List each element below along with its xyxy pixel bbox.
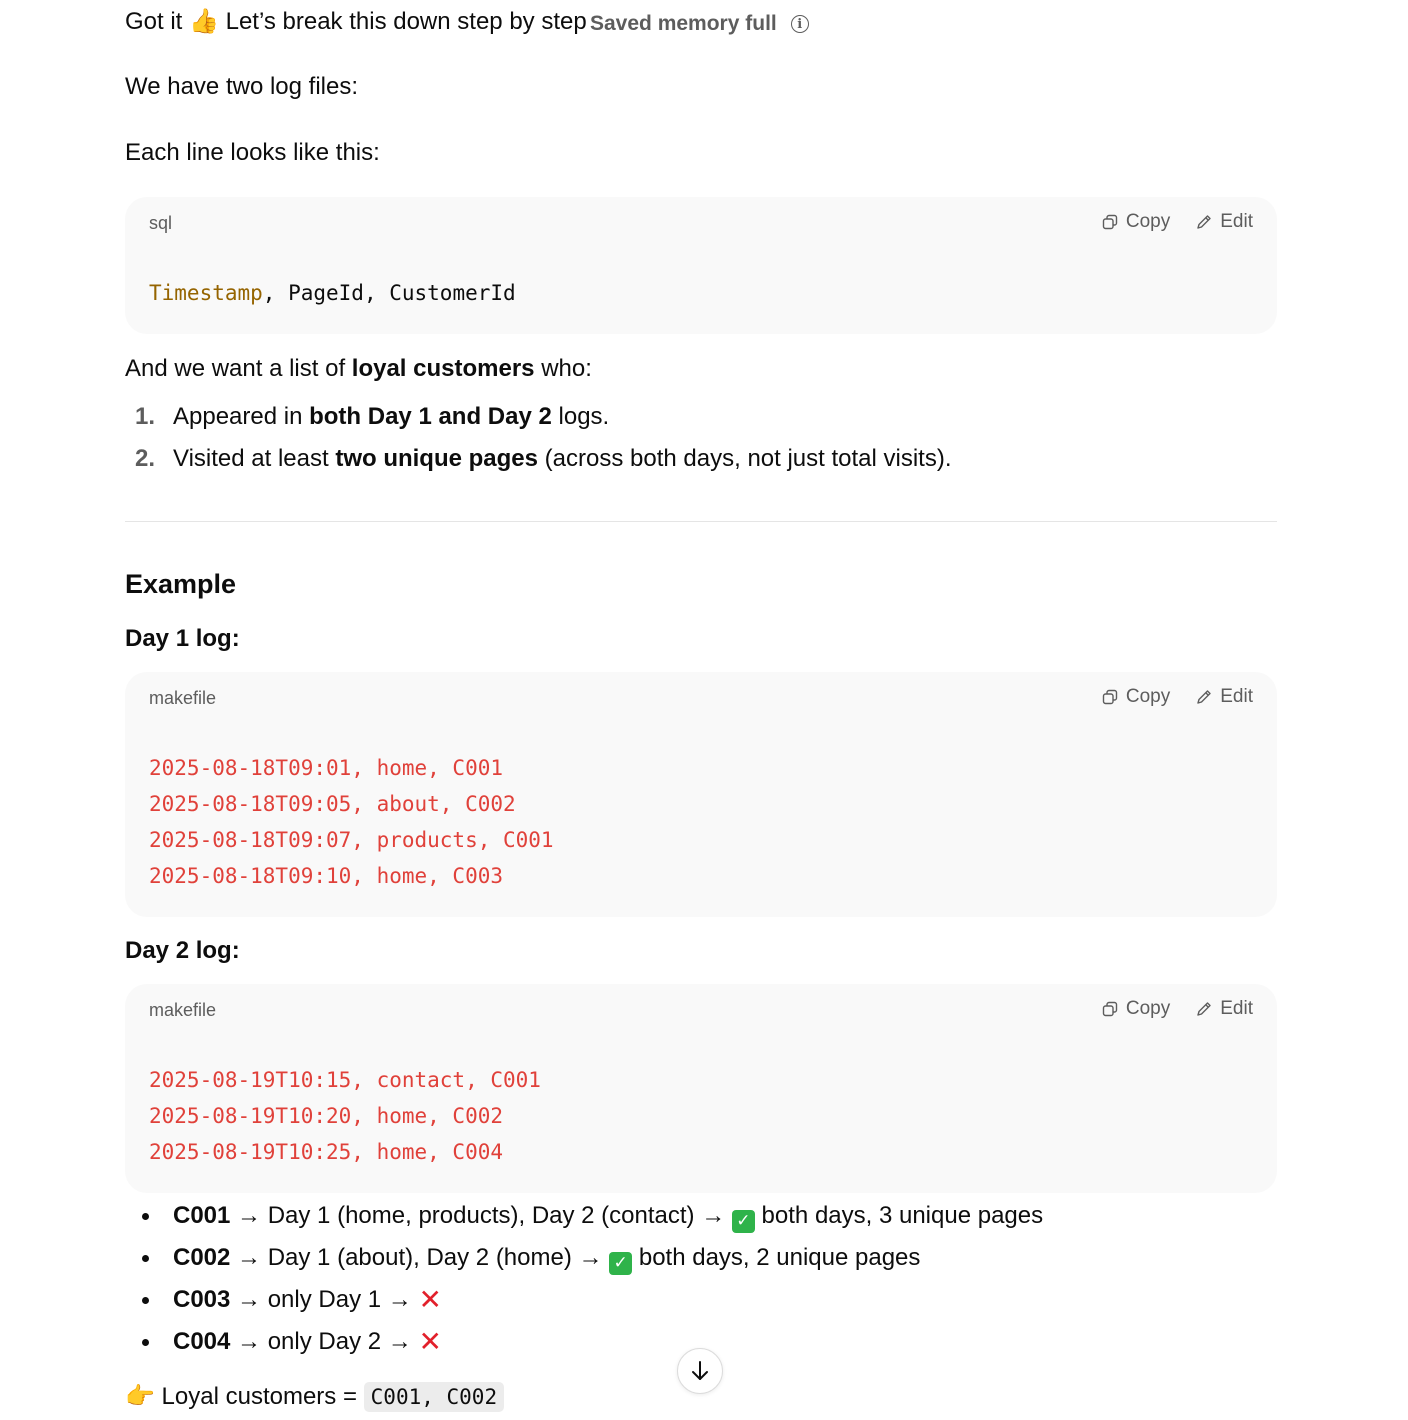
intro-text-end: Let’s break this down step by step [218,8,587,35]
copy-icon [1102,689,1118,705]
check-icon: ✓ [732,1210,755,1233]
list-item [125,1200,1043,1242]
intro-line-3: Each line looks like this: [125,139,380,166]
list-item [125,401,952,443]
list-item [125,1284,1043,1326]
edit-label: Edit [1220,998,1253,1019]
pencil-icon [1196,689,1212,705]
day2-label: Day 2 log: [125,937,240,964]
result-detail: → Day 1 (home, products), Day 2 (contact) → [230,1202,732,1229]
criteria-text-end: logs. [551,403,610,430]
bullet [142,1339,149,1346]
cross-icon: ✕ [418,1283,442,1316]
code-actions [1102,211,1253,233]
want-text-bold: loyal customers [351,355,535,382]
criteria-text-bold: both Day 1 and Day 2 [309,403,552,430]
code-content [149,1062,541,1170]
intro-text-start: Got it [125,8,190,35]
pencil-icon [1196,1001,1212,1017]
loyal-value: C001, C002 [364,1382,504,1412]
edit-button[interactable] [1196,686,1253,708]
pointing-hand-icon: 👉 [125,1382,155,1410]
info-icon[interactable]: i [791,15,809,33]
code-block-format [125,197,1277,334]
edit-button[interactable] [1196,998,1253,1020]
check-icon: ✓ [609,1252,632,1275]
code-line: 2025-08-18T09:05, about, C002 [149,792,516,816]
copy-label: Copy [1125,211,1171,232]
cross-icon: ✕ [418,1325,442,1358]
want-text-end: who: [534,355,592,382]
copy-button[interactable] [1102,686,1170,708]
intro-line-2: We have two log files: [125,73,359,100]
bullet [142,1255,149,1262]
edit-label: Edit [1220,211,1253,232]
result-detail: → only Day 1 → [230,1286,419,1313]
criteria-text-start: Appeared in [173,403,310,430]
list-item [125,1242,1043,1284]
copy-button[interactable] [1102,211,1170,233]
result-outcome: both days, 2 unique pages [632,1244,921,1271]
intro-line-1 [125,5,587,38]
criteria-text-end: (across both days, not just total visits). [538,445,952,472]
customer-id: C004 [173,1328,231,1355]
pencil-icon [1196,214,1212,230]
code-line: 2025-08-18T09:07, products, C001 [149,828,554,852]
copy-icon [1102,1001,1118,1017]
list-number: 2. [135,445,156,472]
code-line: 2025-08-19T10:15, contact, C001 [149,1068,541,1092]
bullet [142,1213,149,1220]
scroll-to-bottom-button[interactable] [677,1348,723,1394]
code-block-day1 [125,672,1277,917]
saved-memory-banner [590,12,809,36]
code-actions [1102,998,1253,1020]
code-language-label: makefile [149,688,217,708]
thumbs-up-icon: 👍 [189,7,219,35]
code-content [149,750,554,894]
code-keyword: Timestamp [149,281,263,305]
want-line [125,353,592,385]
list-number: 1. [135,403,156,430]
code-line: 2025-08-19T10:20, home, C002 [149,1104,504,1128]
list-item [125,1326,1043,1368]
code-line: 2025-08-18T09:10, home, C003 [149,864,504,888]
copy-button[interactable] [1102,998,1170,1020]
loyal-customers-line [125,1380,504,1413]
criteria-text-start: Visited at least [173,445,336,472]
code-actions [1102,686,1253,708]
code-content [149,275,516,311]
customer-id: C001 [173,1202,231,1229]
result-detail: → Day 1 (about), Day 2 (home) → [230,1244,610,1271]
code-line: 2025-08-18T09:01, home, C001 [149,756,504,780]
copy-label: Copy [1125,686,1171,707]
day1-label: Day 1 log: [125,625,240,652]
arrow-down-icon [689,1359,711,1383]
list-item [125,443,952,485]
copy-label: Copy [1125,998,1171,1019]
customer-id: C003 [173,1286,231,1313]
want-text-start: And we want a list of [125,355,352,382]
code-block-day2 [125,984,1277,1193]
bullet [142,1297,149,1304]
criteria-list [125,401,952,485]
criteria-text-bold: two unique pages [335,445,539,472]
divider [125,521,1277,522]
edit-button[interactable] [1196,211,1253,233]
code-line: 2025-08-19T10:25, home, C004 [149,1140,504,1164]
result-outcome: both days, 3 unique pages [754,1202,1044,1229]
edit-label: Edit [1220,686,1253,707]
loyal-label: Loyal customers = [154,1383,364,1410]
example-heading: Example [125,569,237,599]
saved-memory-label: Saved memory full [590,12,777,35]
code-language-label: makefile [149,1000,217,1020]
customer-id: C002 [173,1244,231,1271]
code-language-label: sql [149,213,173,233]
result-detail: → only Day 2 → [230,1328,419,1355]
copy-icon [1102,214,1118,230]
results-list [125,1200,1043,1368]
code-rest: , PageId, CustomerId [262,281,516,305]
